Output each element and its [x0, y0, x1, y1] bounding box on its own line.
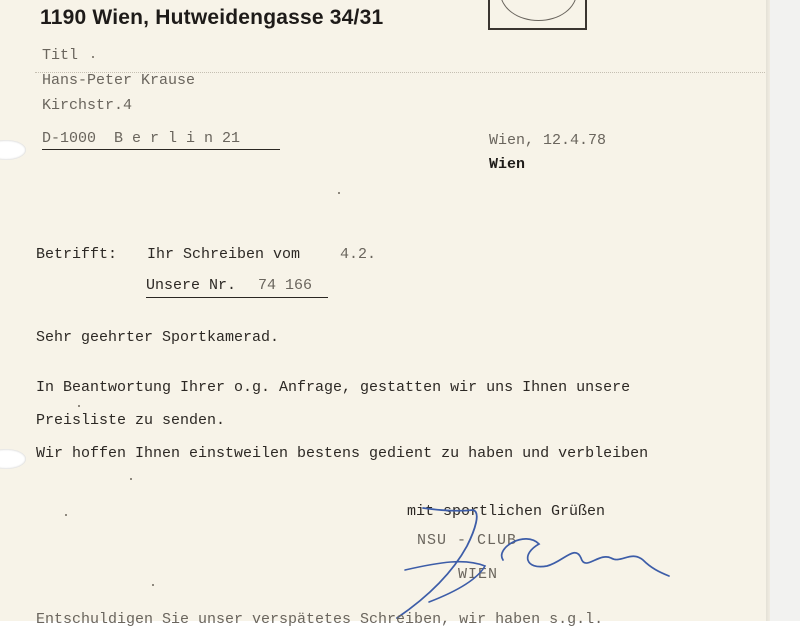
punch-hole-upper: [0, 140, 26, 160]
paper-speck: [78, 405, 80, 407]
our-ref-number: 74 166: [258, 277, 313, 294]
body-line-2: Preisliste zu senden.: [36, 412, 226, 429]
postscript: Entschuldigen Sie unser verspätetes Schreiben, wir haben s.g.l.: [36, 611, 604, 628]
subject-letter-date: 4.2.: [340, 246, 377, 263]
paper-speck: [152, 584, 154, 586]
body-line-1: In Beantwortung Ihrer o.g. Anfrage, gestatten wir uns Ihnen unsere: [36, 379, 631, 396]
closing-greeting: mit sportlichen Grüßen: [407, 503, 606, 520]
paper-speck: [92, 56, 94, 58]
place-date: Wien, 12.4.78: [489, 132, 607, 149]
subject-label: Betrifft:: [36, 246, 118, 263]
our-reference: [146, 277, 328, 298]
salutation: Sehr geehrter Sportkamerad.: [36, 329, 280, 346]
body-line-3: Wir hoffen Ihnen einstweilen bestens gedient zu haben und verbleiben: [36, 445, 649, 462]
closing-club: NSU - CLUB: [417, 532, 518, 549]
logo-stamp: [488, 0, 587, 30]
paper-speck: [65, 514, 67, 516]
place-city: Wien: [489, 156, 526, 173]
recipient-city: D-1000 B e r l i n 21: [42, 130, 280, 150]
punch-hole-lower: [0, 449, 26, 469]
closing-city: WIEN: [458, 566, 499, 583]
recipient-name: Hans-Peter Krause: [42, 72, 196, 89]
our-ref-label: Unsere Nr.: [146, 277, 237, 294]
recipient-street: Kirchstr.4: [42, 97, 133, 114]
paper-speck: [338, 192, 340, 194]
handwritten-signature: [385, 500, 675, 621]
letterhead-address: 1190 Wien, Hutweidengasse 34/31: [40, 6, 384, 29]
recipient-title: Titl: [42, 47, 79, 64]
paper-speck: [130, 478, 132, 480]
subject-letter-ref: Ihr Schreiben vom: [147, 246, 301, 263]
scan-background: [770, 0, 800, 621]
